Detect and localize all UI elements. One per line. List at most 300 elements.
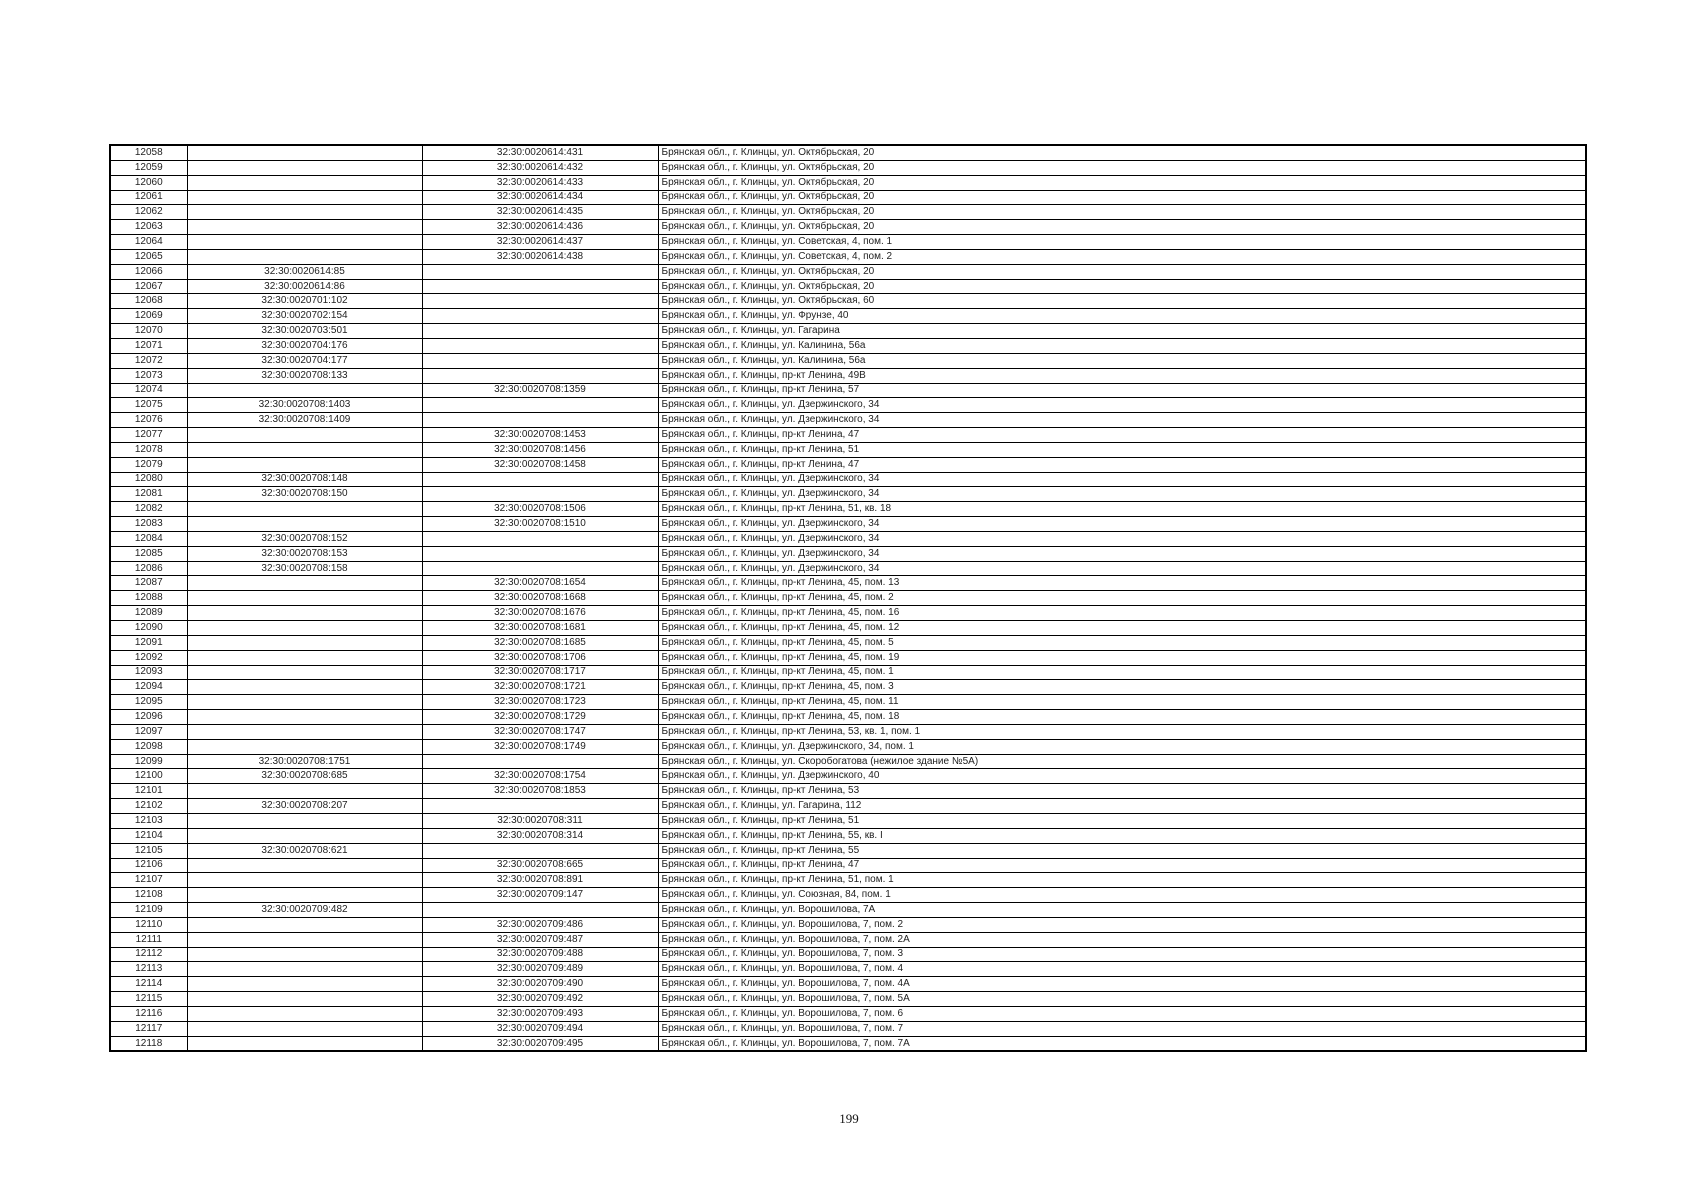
land-cadastral-number-cell: 32:30:0020704:176 <box>187 338 422 353</box>
address-cell: Брянская обл., г. Клинцы, пр-кт Ленина, 47 <box>658 858 1586 873</box>
address-cell: Брянская обл., г. Клинцы, ул. Ворошилова, 7, пом. 2 <box>658 917 1586 932</box>
object-cadastral-number-cell: 32:30:0020709:488 <box>422 947 658 962</box>
object-cadastral-number-cell: 32:30:0020708:1681 <box>422 621 658 636</box>
land-cadastral-number-cell: 32:30:0020701:102 <box>187 294 422 309</box>
address-cell: Брянская обл., г. Клинцы, ул. Дзержинского, 34 <box>658 531 1586 546</box>
row-number-cell: 12117 <box>110 1021 187 1036</box>
table-row <box>110 561 1586 576</box>
table-row <box>110 843 1586 858</box>
row-number-cell: 12111 <box>110 932 187 947</box>
object-cadastral-number-cell: 32:30:0020708:1721 <box>422 680 658 695</box>
object-cadastral-number-cell <box>422 338 658 353</box>
table-row <box>110 665 1586 680</box>
row-number-cell: 12107 <box>110 873 187 888</box>
row-number-cell: 12065 <box>110 249 187 264</box>
row-number-cell: 12073 <box>110 368 187 383</box>
table-row <box>110 635 1586 650</box>
land-cadastral-number-cell: 32:30:0020614:85 <box>187 264 422 279</box>
land-cadastral-number-cell <box>187 888 422 903</box>
land-cadastral-number-cell <box>187 992 422 1007</box>
row-number-cell: 12084 <box>110 531 187 546</box>
land-cadastral-number-cell <box>187 442 422 457</box>
object-cadastral-number-cell <box>422 324 658 339</box>
table-row <box>110 294 1586 309</box>
address-cell: Брянская обл., г. Клинцы, пр-кт Ленина, 45, пом. 12 <box>658 621 1586 636</box>
object-cadastral-number-cell <box>422 754 658 769</box>
address-cell: Брянская обл., г. Клинцы, ул. Октябрьская, 20 <box>658 264 1586 279</box>
address-cell: Брянская обл., г. Клинцы, пр-кт Ленина, 57 <box>658 383 1586 398</box>
object-cadastral-number-cell: 32:30:0020709:486 <box>422 917 658 932</box>
row-number-cell: 12071 <box>110 338 187 353</box>
land-cadastral-number-cell: 32:30:0020708:621 <box>187 843 422 858</box>
object-cadastral-number-cell: 32:30:0020708:311 <box>422 813 658 828</box>
land-cadastral-number-cell <box>187 947 422 962</box>
land-cadastral-number-cell <box>187 710 422 725</box>
table-row <box>110 398 1586 413</box>
table-row <box>110 175 1586 190</box>
table-row <box>110 754 1586 769</box>
row-number-cell: 12118 <box>110 1036 187 1051</box>
table-row <box>110 739 1586 754</box>
address-cell: Брянская обл., г. Клинцы, ул. Ворошилова, 7, пом. 3 <box>658 947 1586 962</box>
row-number-cell: 12068 <box>110 294 187 309</box>
land-cadastral-number-cell: 32:30:0020708:150 <box>187 487 422 502</box>
object-cadastral-number-cell: 32:30:0020614:436 <box>422 220 658 235</box>
address-cell: Брянская обл., г. Клинцы, ул. Октябрьская, 20 <box>658 190 1586 205</box>
object-cadastral-number-cell <box>422 531 658 546</box>
row-number-cell: 12100 <box>110 769 187 784</box>
land-cadastral-number-cell: 32:30:0020708:153 <box>187 546 422 561</box>
object-cadastral-number-cell: 32:30:0020708:1510 <box>422 517 658 532</box>
land-cadastral-number-cell <box>187 739 422 754</box>
row-number-cell: 12092 <box>110 650 187 665</box>
row-number-cell: 12114 <box>110 977 187 992</box>
address-cell: Брянская обл., г. Клинцы, пр-кт Ленина, 45, пом. 19 <box>658 650 1586 665</box>
object-cadastral-number-cell: 32:30:0020708:665 <box>422 858 658 873</box>
address-cell: Брянская обл., г. Клинцы, ул. Ворошилова, 7, пом. 6 <box>658 1006 1586 1021</box>
address-cell: Брянская обл., г. Клинцы, ул. Скоробогатова (нежилое здание №5А) <box>658 754 1586 769</box>
page-number: 199 <box>839 1111 859 1126</box>
object-cadastral-number-cell <box>422 398 658 413</box>
row-number-cell: 12106 <box>110 858 187 873</box>
address-cell: Брянская обл., г. Клинцы, ул. Ворошилова, 7, пом. 5А <box>658 992 1586 1007</box>
land-cadastral-number-cell <box>187 576 422 591</box>
address-cell: Брянская обл., г. Клинцы, ул. Гагарина, 112 <box>658 799 1586 814</box>
registry-table <box>109 144 1587 1052</box>
object-cadastral-number-cell: 32:30:0020708:1458 <box>422 457 658 472</box>
object-cadastral-number-cell: 32:30:0020709:490 <box>422 977 658 992</box>
land-cadastral-number-cell <box>187 828 422 843</box>
object-cadastral-number-cell <box>422 279 658 294</box>
table-row <box>110 502 1586 517</box>
land-cadastral-number-cell: 32:30:0020708:1409 <box>187 413 422 428</box>
object-cadastral-number-cell <box>422 561 658 576</box>
address-cell: Брянская обл., г. Клинцы, ул. Октябрьская, 20 <box>658 279 1586 294</box>
row-number-cell: 12059 <box>110 160 187 175</box>
row-number-cell: 12089 <box>110 606 187 621</box>
table-row <box>110 784 1586 799</box>
table-row <box>110 428 1586 443</box>
land-cadastral-number-cell: 32:30:0020704:177 <box>187 353 422 368</box>
row-number-cell: 12088 <box>110 591 187 606</box>
address-cell: Брянская обл., г. Клинцы, пр-кт Ленина, 47 <box>658 428 1586 443</box>
land-cadastral-number-cell <box>187 383 422 398</box>
table-row <box>110 472 1586 487</box>
address-cell: Брянская обл., г. Клинцы, пр-кт Ленина, 51, пом. 1 <box>658 873 1586 888</box>
table-row <box>110 917 1586 932</box>
land-cadastral-number-cell <box>187 235 422 250</box>
land-cadastral-number-cell <box>187 635 422 650</box>
row-number-cell: 12083 <box>110 517 187 532</box>
land-cadastral-number-cell <box>187 858 422 873</box>
address-cell: Брянская обл., г. Клинцы, ул. Фрунзе, 40 <box>658 309 1586 324</box>
row-number-cell: 12102 <box>110 799 187 814</box>
table-row <box>110 145 1586 160</box>
object-cadastral-number-cell: 32:30:0020708:314 <box>422 828 658 843</box>
table-row <box>110 621 1586 636</box>
table-row <box>110 813 1586 828</box>
land-cadastral-number-cell <box>187 175 422 190</box>
table-row <box>110 828 1586 843</box>
land-cadastral-number-cell <box>187 621 422 636</box>
object-cadastral-number-cell <box>422 546 658 561</box>
object-cadastral-number-cell: 32:30:0020708:1668 <box>422 591 658 606</box>
table-row <box>110 650 1586 665</box>
address-cell: Брянская обл., г. Клинцы, пр-кт Ленина, 47 <box>658 457 1586 472</box>
object-cadastral-number-cell: 32:30:0020709:494 <box>422 1021 658 1036</box>
object-cadastral-number-cell: 32:30:0020708:1706 <box>422 650 658 665</box>
table-row <box>110 695 1586 710</box>
object-cadastral-number-cell: 32:30:0020614:431 <box>422 145 658 160</box>
land-cadastral-number-cell <box>187 962 422 977</box>
row-number-cell: 12058 <box>110 145 187 160</box>
address-cell: Брянская обл., г. Клинцы, ул. Дзержинского, 34 <box>658 517 1586 532</box>
object-cadastral-number-cell: 32:30:0020708:1747 <box>422 724 658 739</box>
land-cadastral-number-cell: 32:30:0020708:1403 <box>187 398 422 413</box>
land-cadastral-number-cell: 32:30:0020702:154 <box>187 309 422 324</box>
address-cell: Брянская обл., г. Клинцы, ул. Дзержинского, 34 <box>658 472 1586 487</box>
row-number-cell: 12110 <box>110 917 187 932</box>
object-cadastral-number-cell: 32:30:0020709:492 <box>422 992 658 1007</box>
land-cadastral-number-cell <box>187 932 422 947</box>
address-cell: Брянская обл., г. Клинцы, ул. Ворошилова, 7, пом. 4 <box>658 962 1586 977</box>
object-cadastral-number-cell: 32:30:0020708:1654 <box>422 576 658 591</box>
land-cadastral-number-cell <box>187 1006 422 1021</box>
object-cadastral-number-cell <box>422 903 658 918</box>
object-cadastral-number-cell: 32:30:0020708:1754 <box>422 769 658 784</box>
address-cell: Брянская обл., г. Клинцы, пр-кт Ленина, 45, пом. 13 <box>658 576 1586 591</box>
object-cadastral-number-cell: 32:30:0020709:489 <box>422 962 658 977</box>
object-cadastral-number-cell: 32:30:0020708:1676 <box>422 606 658 621</box>
table-row <box>110 309 1586 324</box>
row-number-cell: 12078 <box>110 442 187 457</box>
object-cadastral-number-cell <box>422 294 658 309</box>
object-cadastral-number-cell: 32:30:0020708:1723 <box>422 695 658 710</box>
address-cell: Брянская обл., г. Клинцы, ул. Ворошилова, 7, пом. 2А <box>658 932 1586 947</box>
table-row <box>110 205 1586 220</box>
land-cadastral-number-cell <box>187 680 422 695</box>
object-cadastral-number-cell: 32:30:0020708:1456 <box>422 442 658 457</box>
row-number-cell: 12091 <box>110 635 187 650</box>
table-row <box>110 947 1586 962</box>
object-cadastral-number-cell <box>422 264 658 279</box>
address-cell: Брянская обл., г. Клинцы, пр-кт Ленина, 45, пом. 11 <box>658 695 1586 710</box>
row-number-cell: 12097 <box>110 724 187 739</box>
address-cell: Брянская обл., г. Клинцы, ул. Дзержинского, 34 <box>658 398 1586 413</box>
land-cadastral-number-cell <box>187 695 422 710</box>
table-row <box>110 576 1586 591</box>
address-cell: Брянская обл., г. Клинцы, пр-кт Ленина, 53, кв. 1, пом. 1 <box>658 724 1586 739</box>
table-row <box>110 799 1586 814</box>
row-number-cell: 12060 <box>110 175 187 190</box>
land-cadastral-number-cell <box>187 784 422 799</box>
row-number-cell: 12079 <box>110 457 187 472</box>
object-cadastral-number-cell <box>422 799 658 814</box>
row-number-cell: 12090 <box>110 621 187 636</box>
land-cadastral-number-cell <box>187 205 422 220</box>
address-cell: Брянская обл., г. Клинцы, ул. Октябрьская, 20 <box>658 160 1586 175</box>
object-cadastral-number-cell: 32:30:0020709:493 <box>422 1006 658 1021</box>
address-cell: Брянская обл., г. Клинцы, ул. Октябрьская, 60 <box>658 294 1586 309</box>
land-cadastral-number-cell: 32:30:0020709:482 <box>187 903 422 918</box>
table-row <box>110 190 1586 205</box>
object-cadastral-number-cell: 32:30:0020708:1453 <box>422 428 658 443</box>
land-cadastral-number-cell <box>187 220 422 235</box>
object-cadastral-number-cell <box>422 413 658 428</box>
address-cell: Брянская обл., г. Клинцы, ул. Калинина, 56а <box>658 353 1586 368</box>
object-cadastral-number-cell: 32:30:0020708:1729 <box>422 710 658 725</box>
row-number-cell: 12077 <box>110 428 187 443</box>
address-cell: Брянская обл., г. Клинцы, пр-кт Ленина, 51, кв. 18 <box>658 502 1586 517</box>
row-number-cell: 12064 <box>110 235 187 250</box>
object-cadastral-number-cell: 32:30:0020614:432 <box>422 160 658 175</box>
table-row <box>110 442 1586 457</box>
row-number-cell: 12081 <box>110 487 187 502</box>
land-cadastral-number-cell: 32:30:0020708:148 <box>187 472 422 487</box>
table-row <box>110 724 1586 739</box>
land-cadastral-number-cell: 32:30:0020708:685 <box>187 769 422 784</box>
row-number-cell: 12074 <box>110 383 187 398</box>
land-cadastral-number-cell <box>187 873 422 888</box>
table-row <box>110 517 1586 532</box>
row-number-cell: 12080 <box>110 472 187 487</box>
object-cadastral-number-cell <box>422 309 658 324</box>
land-cadastral-number-cell: 32:30:0020703:501 <box>187 324 422 339</box>
address-cell: Брянская обл., г. Клинцы, пр-кт Ленина, 45, пом. 5 <box>658 635 1586 650</box>
object-cadastral-number-cell: 32:30:0020614:437 <box>422 235 658 250</box>
address-cell: Брянская обл., г. Клинцы, ул. Советская, 4, пом. 1 <box>658 235 1586 250</box>
object-cadastral-number-cell: 32:30:0020709:487 <box>422 932 658 947</box>
table-row <box>110 1006 1586 1021</box>
address-cell: Брянская обл., г. Клинцы, пр-кт Ленина, 45, пом. 1 <box>658 665 1586 680</box>
land-cadastral-number-cell <box>187 502 422 517</box>
table-row <box>110 680 1586 695</box>
table-row <box>110 591 1586 606</box>
land-cadastral-number-cell <box>187 977 422 992</box>
registry-table-body <box>110 145 1586 1051</box>
land-cadastral-number-cell <box>187 160 422 175</box>
address-cell: Брянская обл., г. Клинцы, пр-кт Ленина, 45, пом. 18 <box>658 710 1586 725</box>
land-cadastral-number-cell <box>187 457 422 472</box>
address-cell: Брянская обл., г. Клинцы, пр-кт Ленина, 45, пом. 3 <box>658 680 1586 695</box>
row-number-cell: 12075 <box>110 398 187 413</box>
row-number-cell: 12087 <box>110 576 187 591</box>
address-cell: Брянская обл., г. Клинцы, ул. Дзержинского, 34 <box>658 561 1586 576</box>
table-row <box>110 249 1586 264</box>
row-number-cell: 12112 <box>110 947 187 962</box>
address-cell: Брянская обл., г. Клинцы, ул. Дзержинского, 40 <box>658 769 1586 784</box>
table-row <box>110 487 1586 502</box>
address-cell: Брянская обл., г. Клинцы, ул. Дзержинского, 34 <box>658 413 1586 428</box>
table-row <box>110 903 1586 918</box>
table-row <box>110 160 1586 175</box>
land-cadastral-number-cell <box>187 1036 422 1051</box>
address-cell: Брянская обл., г. Клинцы, ул. Союзная, 84, пом. 1 <box>658 888 1586 903</box>
address-cell: Брянская обл., г. Клинцы, ул. Советская, 4, пом. 2 <box>658 249 1586 264</box>
row-number-cell: 12103 <box>110 813 187 828</box>
object-cadastral-number-cell: 32:30:0020708:1506 <box>422 502 658 517</box>
land-cadastral-number-cell <box>187 650 422 665</box>
land-cadastral-number-cell <box>187 517 422 532</box>
land-cadastral-number-cell <box>187 1021 422 1036</box>
address-cell: Брянская обл., г. Клинцы, ул. Калинина, 56а <box>658 338 1586 353</box>
row-number-cell: 12069 <box>110 309 187 324</box>
table-row <box>110 264 1586 279</box>
row-number-cell: 12062 <box>110 205 187 220</box>
object-cadastral-number-cell: 32:30:0020709:495 <box>422 1036 658 1051</box>
table-row <box>110 220 1586 235</box>
table-row <box>110 769 1586 784</box>
table-row <box>110 858 1586 873</box>
address-cell: Брянская обл., г. Клинцы, пр-кт Ленина, 51 <box>658 442 1586 457</box>
land-cadastral-number-cell <box>187 428 422 443</box>
address-cell: Брянская обл., г. Клинцы, пр-кт Ленина, 55 <box>658 843 1586 858</box>
table-row <box>110 873 1586 888</box>
land-cadastral-number-cell <box>187 813 422 828</box>
table-row <box>110 383 1586 398</box>
row-number-cell: 12108 <box>110 888 187 903</box>
row-number-cell: 12066 <box>110 264 187 279</box>
table-row <box>110 546 1586 561</box>
address-cell: Брянская обл., г. Клинцы, пр-кт Ленина, 45, пом. 16 <box>658 606 1586 621</box>
row-number-cell: 12105 <box>110 843 187 858</box>
table-row <box>110 1021 1586 1036</box>
land-cadastral-number-cell <box>187 606 422 621</box>
row-number-cell: 12072 <box>110 353 187 368</box>
land-cadastral-number-cell <box>187 145 422 160</box>
row-number-cell: 12086 <box>110 561 187 576</box>
address-cell: Брянская обл., г. Клинцы, ул. Гагарина <box>658 324 1586 339</box>
address-cell: Брянская обл., г. Клинцы, ул. Ворошилова, 7А <box>658 903 1586 918</box>
address-cell: Брянская обл., г. Клинцы, ул. Дзержинского, 34, пом. 1 <box>658 739 1586 754</box>
land-cadastral-number-cell: 32:30:0020708:133 <box>187 368 422 383</box>
table-row <box>110 324 1586 339</box>
row-number-cell: 12094 <box>110 680 187 695</box>
row-number-cell: 12082 <box>110 502 187 517</box>
table-row <box>110 368 1586 383</box>
table-row <box>110 279 1586 294</box>
address-cell: Брянская обл., г. Клинцы, пр-кт Ленина, 49В <box>658 368 1586 383</box>
land-cadastral-number-cell: 32:30:0020708:158 <box>187 561 422 576</box>
land-cadastral-number-cell <box>187 724 422 739</box>
land-cadastral-number-cell <box>187 249 422 264</box>
row-number-cell: 12113 <box>110 962 187 977</box>
row-number-cell: 12098 <box>110 739 187 754</box>
row-number-cell: 12067 <box>110 279 187 294</box>
address-cell: Брянская обл., г. Клинцы, ул. Ворошилова, 7, пом. 4А <box>658 977 1586 992</box>
row-number-cell: 12063 <box>110 220 187 235</box>
object-cadastral-number-cell <box>422 843 658 858</box>
table-row <box>110 992 1586 1007</box>
address-cell: Брянская обл., г. Клинцы, пр-кт Ленина, 45, пом. 2 <box>658 591 1586 606</box>
table-row <box>110 977 1586 992</box>
row-number-cell: 12109 <box>110 903 187 918</box>
row-number-cell: 12115 <box>110 992 187 1007</box>
object-cadastral-number-cell: 32:30:0020708:1749 <box>422 739 658 754</box>
object-cadastral-number-cell: 32:30:0020708:1685 <box>422 635 658 650</box>
row-number-cell: 12070 <box>110 324 187 339</box>
land-cadastral-number-cell <box>187 190 422 205</box>
address-cell: Брянская обл., г. Клинцы, ул. Октябрьская, 20 <box>658 175 1586 190</box>
land-cadastral-number-cell <box>187 591 422 606</box>
object-cadastral-number-cell: 32:30:0020709:147 <box>422 888 658 903</box>
row-number-cell: 12093 <box>110 665 187 680</box>
land-cadastral-number-cell: 32:30:0020614:86 <box>187 279 422 294</box>
row-number-cell: 12076 <box>110 413 187 428</box>
address-cell: Брянская обл., г. Клинцы, ул. Дзержинского, 34 <box>658 487 1586 502</box>
object-cadastral-number-cell: 32:30:0020708:891 <box>422 873 658 888</box>
address-cell: Брянская обл., г. Клинцы, ул. Ворошилова, 7, пом. 7А <box>658 1036 1586 1051</box>
table-row <box>110 353 1586 368</box>
object-cadastral-number-cell: 32:30:0020708:1717 <box>422 665 658 680</box>
table-row <box>110 962 1586 977</box>
address-cell: Брянская обл., г. Клинцы, пр-кт Ленина, 51 <box>658 813 1586 828</box>
land-cadastral-number-cell <box>187 665 422 680</box>
row-number-cell: 12061 <box>110 190 187 205</box>
address-cell: Брянская обл., г. Клинцы, ул. Октябрьская, 20 <box>658 205 1586 220</box>
table-row <box>110 235 1586 250</box>
table-row <box>110 413 1586 428</box>
land-cadastral-number-cell: 32:30:0020708:1751 <box>187 754 422 769</box>
land-cadastral-number-cell: 32:30:0020708:207 <box>187 799 422 814</box>
table-row <box>110 457 1586 472</box>
table-row <box>110 710 1586 725</box>
table-row <box>110 531 1586 546</box>
address-cell: Брянская обл., г. Клинцы, пр-кт Ленина, 53 <box>658 784 1586 799</box>
land-cadastral-number-cell: 32:30:0020708:152 <box>187 531 422 546</box>
object-cadastral-number-cell <box>422 368 658 383</box>
object-cadastral-number-cell: 32:30:0020614:433 <box>422 175 658 190</box>
row-number-cell: 12104 <box>110 828 187 843</box>
address-cell: Брянская обл., г. Клинцы, ул. Октябрьская, 20 <box>658 145 1586 160</box>
object-cadastral-number-cell <box>422 353 658 368</box>
row-number-cell: 12116 <box>110 1006 187 1021</box>
row-number-cell: 12099 <box>110 754 187 769</box>
object-cadastral-number-cell: 32:30:0020614:435 <box>422 205 658 220</box>
table-row <box>110 1036 1586 1051</box>
table-row <box>110 606 1586 621</box>
object-cadastral-number-cell: 32:30:0020614:438 <box>422 249 658 264</box>
address-cell: Брянская обл., г. Клинцы, ул. Дзержинского, 34 <box>658 546 1586 561</box>
row-number-cell: 12095 <box>110 695 187 710</box>
row-number-cell: 12096 <box>110 710 187 725</box>
row-number-cell: 12101 <box>110 784 187 799</box>
address-cell: Брянская обл., г. Клинцы, ул. Ворошилова, 7, пом. 7 <box>658 1021 1586 1036</box>
address-cell: Брянская обл., г. Клинцы, ул. Октябрьская, 20 <box>658 220 1586 235</box>
table-row <box>110 338 1586 353</box>
object-cadastral-number-cell <box>422 487 658 502</box>
table-row <box>110 888 1586 903</box>
